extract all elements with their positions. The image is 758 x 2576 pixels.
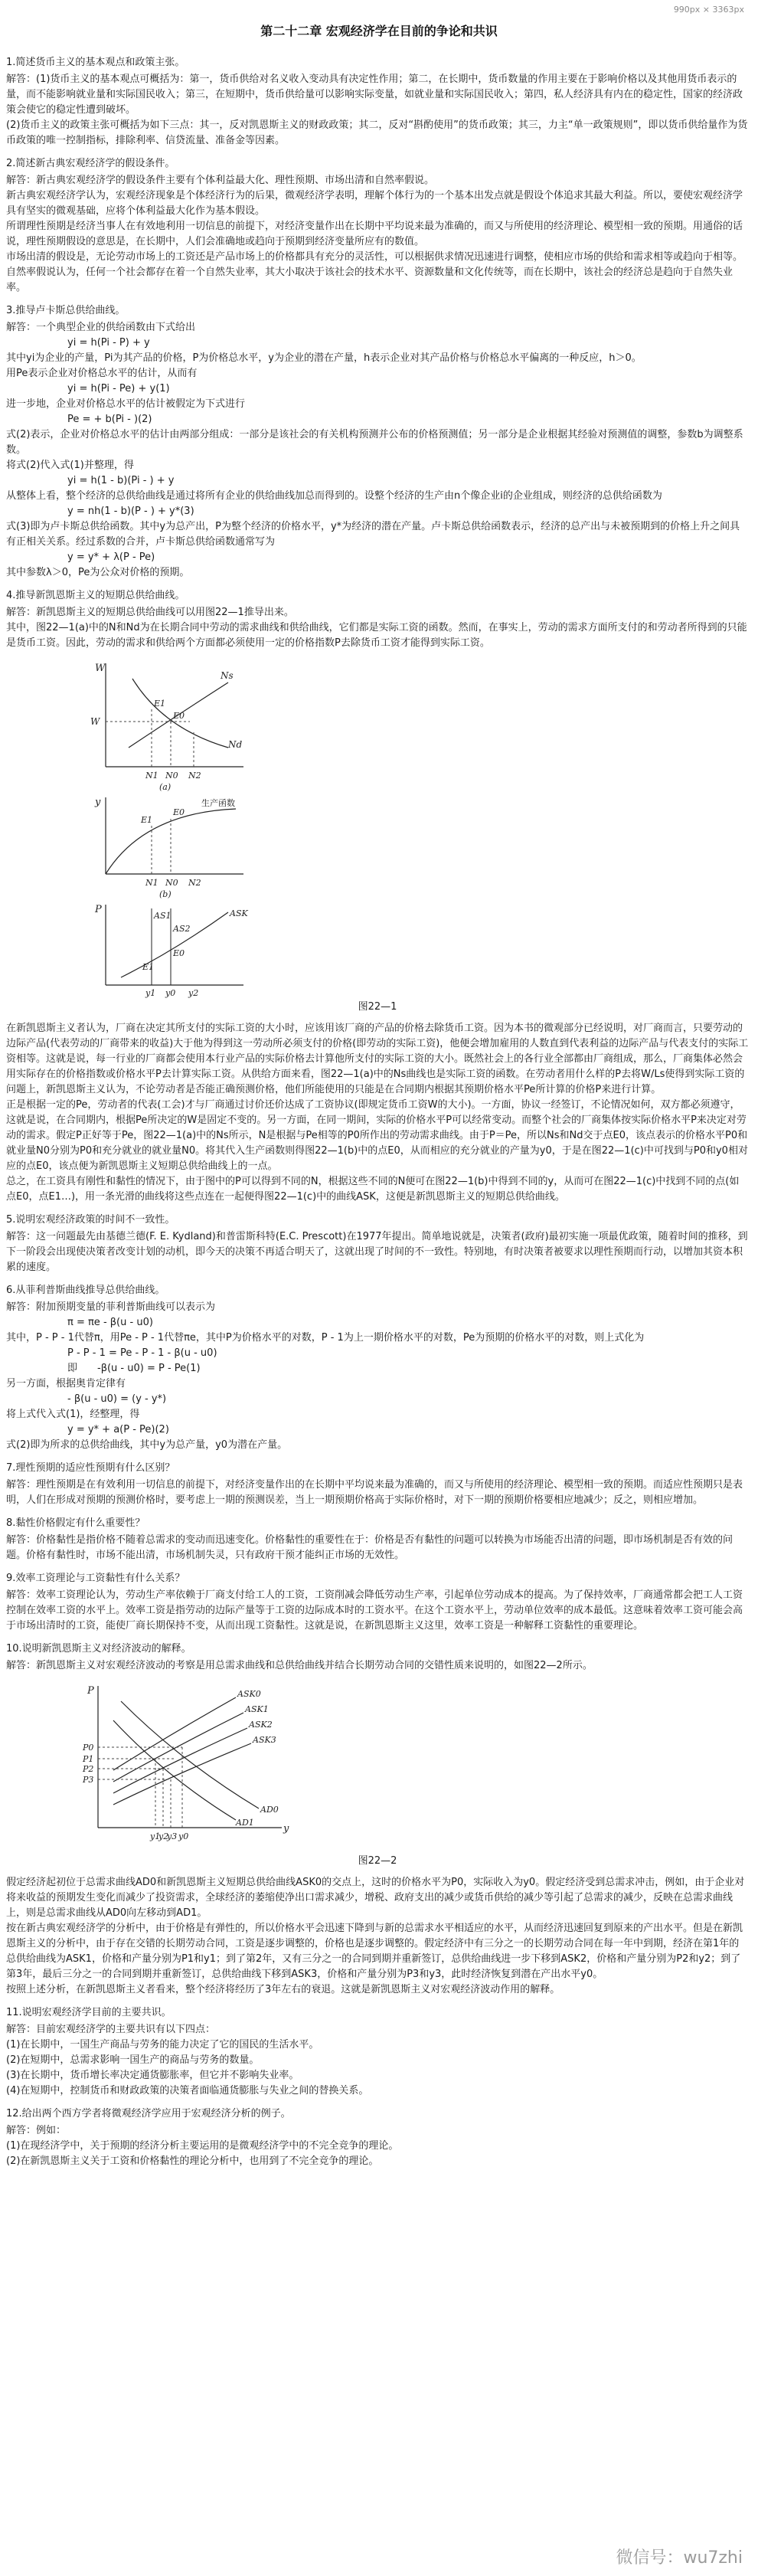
equation: y = y* + a(P - Pe)(2) [67,1424,169,1435]
paragraph: 市场出清的假设是，无论劳动市场上的工资还是产品市场上的价格都具有充分的灵活性，可以根据供求情况迅速进行调整，使相应市场的供给和需求相等或趋向于相等。 [6,251,743,263]
ask0-curve [113,1697,236,1770]
x-tick-y0: y0 [165,988,176,998]
paragraph: (2)在短期中，总需求影响一国生产的商品与劳务的数量。 [6,2054,260,2066]
curve-label-ask3: ASK3 [253,1735,276,1745]
curve-label-ask0: ASK0 [237,1689,261,1699]
paragraph: 按照上述分析，在新凯恩斯主义者看来，整个经济将经历了3年左右的衰退。这就是新凯恩斯主义对宏观经济波动作用的解释。 [6,1984,560,1995]
equation: yi = h(1 - b)(Pi - ) + y [67,475,175,486]
figure-22-2-svg [6,1678,749,1847]
paragraph: (2)在新凯恩斯主义关于工资和价格黏性的理论分析中，也用到了不完全竞争的理论。 [6,2155,379,2167]
paragraph: 解答：目前宏观经济学的主要共识有以下四点： [6,2024,216,2035]
panel-c [94,904,248,998]
curve-label-ask2: ASK2 [249,1720,273,1730]
paragraph: (1)在现经济学中，关于预期的经济分析主要运用的是微观经济学中的不完全竞争的理论。 [6,2140,399,2152]
curve-label-ask: ASK [230,908,248,918]
wage-label: W [90,716,100,727]
question-heading: 1.简述货币主义的基本观点和政策主张。 [6,57,185,68]
equation: 即 -β(u - u0) = P - Pe(1) [67,1363,201,1374]
question-heading: 4.推导新凯恩斯主义的短期总供给曲线。 [6,590,185,601]
question-heading: 5.说明宏观经济政策的时间不一致性。 [6,1214,175,1226]
paragraph: 解答：附加预期变量的菲利普斯曲线可以表示为 [6,1301,216,1313]
figure-caption: 图22—1 [358,1001,397,1013]
y-axis-label: W [95,663,106,674]
figure-22-1 [6,656,749,1015]
paragraph: 假定经济起初位于总需求曲线AD0和新凯恩斯主义短期总供给曲线ASK0的交点上，这时的价格水平为P0，实际收入为y0。假定经济受到总需求冲击，例如，由于企业对将来收益的预期发生变化而减少了投资需求，全球经济的萎缩使净出口需求减少，增税、政府支出的减少或货币供给的减少等引起了总需求的减少，反映在总需求曲线上，则是总需求曲线从AD0向左移动到AD1。 [6,1877,745,1919]
paragraph: 另一方面，根据奥肯定律有 [6,1378,126,1389]
paragraph: 解答：价格黏性是指价格不随着总需求的变动而迅速变化。价格黏性的重要性在于：价格是否有黏性的问题可以转换为市场能否出清的问题，即市场机制是否有效的问题。价格有黏性时，市场不能出清，市场机制失灵，只有政府干预才能纠正市场的无效性。 [6,1534,733,1561]
ask-curve [121,912,228,977]
x-tick-y2: y2 [188,988,199,998]
paragraph: 其中参数λ＞0，Pe为公众对价格的预期。 [6,567,190,578]
x-tick-n1: N1 [145,771,158,781]
paragraph: 解答：例如： [6,2125,67,2136]
figure-caption: 图22—2 [358,1855,397,1867]
tick-p3: P3 [83,1775,94,1785]
paragraph: 用Pe表示企业对价格总水平的估计，从而有 [6,368,198,379]
curve-label-as1: AS1 [154,911,172,921]
tick-y2: y2 [158,1831,169,1841]
y-axis-label: P [95,904,102,915]
paragraph: 正是根据一定的Pe，劳动者的代表(工会)才与厂商通过讨价还价达成了工资协议(即规定货币工资W的大小)。一方面，协议一经签订，不论情况如何，双方都必须遵守，这就是说，在合同期内，根据Pe所决定的W是固定不变的。另一方面，在同一期间，实际的价格水平P可以经常变动。而整个社会的厂商集体按实际价格水平P来决定对劳动的需求。假定P正好等于Pe，图22—1(a)中的Ns所示，N是根据与Pe相等的P0所作出的劳动需求曲线。由于P＝Pe，所以Ns和Nd交于点E0，该点表示的价格水平P0和就业量N0分别为P0和充分就业的就业量N0。将其代入生产函数则得图22—1(b)中的点E0，从而相应的充分就业的产量为y0，于是在图22—1(c)中可找到与P0和y0相对应的点E0，该点便为新凯恩斯主义短期总供给曲线上的一点。 [6,1099,748,1172]
tick-y3: y3 [167,1831,178,1841]
paragraph: (4)在短期中，控制货币和财政政策的决策者面临通货膨胀与失业之间的替换关系。 [6,2085,369,2096]
question-heading: 10.说明新凯恩斯主义对经济波动的解释。 [6,1643,191,1655]
question-heading: 7.理性预期的适应性预期有什么区别？ [6,1462,175,1474]
question-heading: 6.从菲利普斯曲线推导总供给曲线。 [6,1285,165,1296]
paragraph: 按在新古典宏观经济学的分析中，由于价格是有弹性的，所以价格水平会迅速下降到与新的总需求水平相适应的水平，从而经济迅速回复到原来的产出水平。但是在新凯恩斯主义的分析中，由于存在交错的长期劳动合同，工资是逐步调整的，价格也是逐步调整的。假定经济中有三分之一的长期劳动合同在每一年中到期，经济在第1年的总供给曲线为ASK1，价格和产量分别为P1和y1；到了第2年，又有三分之一的合同到期并重新签订，总供给曲线进一步下移到ASK2，价格和产量分别为P2和y2；到了第3年，最后三分之一的合同到期并重新签订，总供给曲线下移到ASK3，价格和产量分别为P3和y3，此时经济恢复到潜在产出水平y0。 [6,1923,743,1980]
point-e0: E0 [173,948,185,958]
panel-b [94,797,243,899]
paragraph: 新古典宏观经济学认为，宏观经济现象是个体经济行为的后果，微观经济学表明，理解个体行为的一个基本出发点就是假设个体追求其最大利益。所以，要使宏观经济学具有坚实的微观基础，应将个体利益最大化作为基本假设。 [6,190,743,217]
equation: Pe = + b(Pi - )(2) [67,414,152,425]
question-heading: 9.效率工资理论与工资黏性有什么关系？ [6,1573,185,1584]
question-heading: 2.简述新古典宏观经济学的假设条件。 [6,158,175,169]
x-tick-n0: N0 [165,771,178,781]
curve-label-ask1: ASK1 [245,1704,269,1714]
paragraph: 进一步地，企业对价格总水平的估计被假定为下式进行 [6,398,246,410]
paragraph: 解答：一个典型企业的供给函数由下式给出 [6,322,196,333]
x-tick-y1: y1 [145,988,156,998]
question-heading: 12.给出两个西方学者将微观经济学应用于宏观经济分析的例子。 [6,2108,291,2119]
paragraph: (3)在长期中，货币增长率决定通货膨胀率，但它并不影响失业率。 [6,2070,299,2081]
paragraph: 解答：效率工资理论认为，劳动生产率依赖于厂商支付给工人的工资，工资削减会降低劳动生产率，引起单位劳动成本的提高。为了保持效率，厂商通常都会把工人工资控制在效率工资的水平上。效率工资是指劳动的边际产量等于工资的边际成本时的工资水平。在这个工资水平上，劳动单位效率的成本最低。这意味着效率工资可能会高于市场出清时的工资，能使厂商长期保持不变，从而出现工资黏性。这就是说，在新凯恩斯主义这里，效率工资是一种解释工资黏性的重要理论。 [6,1589,743,1632]
panel-label-a: (a) [159,782,172,792]
question-heading: 11.说明宏观经济学目前的主要共识。 [6,2007,172,2018]
equation: π = πe - β(u - u0) [67,1317,153,1328]
y-axis-label: y [95,797,101,808]
point-e1: E1 [141,815,153,825]
point-e1: E1 [142,962,155,972]
equation: y = y* + λ(P - Pe) [67,552,155,563]
paragraph: 解答：理性预期是在有效利用一切信息的前提下，对经济变量作出的在长期中平均说来最为准确的，而又与所使用的经济理论、模型相一致的预期。而适应性预期只是表明，人们在形成对预期的预测价格时，要考虑上一期的预测误差，当上一期预期价格高于实际价格时，对下一期的预期价格要相应地减少；反之，则相应增加。 [6,1479,743,1506]
ad1-curve [113,1720,236,1820]
paragraph: 解答：新凯恩斯主义对宏观经济波动的考察是用总需求曲线和总供给曲线并结合长期劳动合同的交错性质来说明的，如图22—2所示。 [6,1660,593,1671]
paragraph: (1)在长期中，一国生产商品与劳务的能力决定了它的国民的生活水平。 [6,2039,319,2051]
x-tick-n2: N2 [188,878,201,888]
equation: yi = h(Pi - P) + y [67,337,150,349]
paragraph: 式(2)表示，企业对价格总水平的估计由两部分组成：一部分是该社会的有关机构预测并公布的价格预测值；另一部分是企业根据其经验对预测值的调整，参数b为调整系数。 [6,429,743,456]
question-heading: 8.黏性价格假定有什么重要性？ [6,1517,145,1529]
paragraph: 式(3)即为卢卡斯总供给函数。其中y为总产出，P为整个经济的价格水平，y*为经济的潜在产量。卢卡斯总供给函数表示，经济的总产出与未被预期到的价格上升之间具有正相关关系。经过系数的合并，卢卡斯总供给函数通常写为 [6,521,740,548]
paragraph: 将式(2)代入式(1)并整理，得 [6,460,134,471]
x-axis-label: y [283,1823,289,1835]
ask2-curve [113,1728,247,1793]
paragraph: 在新凯恩斯主义者认为，厂商在决定其所支付的实际工资的大小时，应该用该厂商的产品的价格去除货币工资。因为本书的微观部分已经说明，对厂商而言，只要劳动的边际产品(代表劳动的厂商带来的收益)大于他为得到这一劳动所必须支付的价格(即劳动的实际工资)，他便会增加雇用的人数直到代表利益的边际产品与代表支付的实际工资相等。这就是说，每一行业的厂商都会使用本行业产品的实际价格去计算他所支付的实际工资的大小。既然社会上的各行业全部都由厂商组成，那么，厂商集体必然会用实际存在的价格指数或价格水平P去计算实际工资。从供给方面来看，图22—1(a)中的Ns曲线也是实际工资的函数。在劳动者用什么样的P去将W/Ls使得到实际工资的问题上，新凯恩斯主义认为，不论劳动者是否能正确预测价格，他们所能使用的只能是在合同期内根据其预期价格水平Pe所计算的价格P来进行计算。 [6,1023,749,1095]
equation: - β(u - u0) = (y - y*) [67,1393,167,1405]
paragraph: 解答：新凯恩斯主义的短期总供给曲线可以用图22—1推导出来。 [6,607,294,618]
point-e0: E0 [173,807,185,817]
tick-p1: P1 [83,1754,94,1764]
curve-label-production: 生产函数 [201,798,235,808]
equation: P - P - 1 = Pe - P - 1 - β(u - u0) [67,1347,217,1359]
x-tick-n0: N0 [165,878,178,888]
curve-label-ad0: AD0 [260,1805,279,1815]
production-function-curve [106,809,236,874]
paragraph: (2)货币主义的政策主张可概括为如下三点：其一，反对凯恩斯主义的财政政策；其二，反对“斟酌使用”的货币政策；其三，力主“单一政策规则”，即以货币供给量作为货币政策的唯一控制指标，排除利率、信贷流量、准备金等因素。 [6,119,748,146]
tick-p2: P2 [83,1764,94,1774]
tick-y1: y1 [150,1831,161,1841]
y-axis-label: P [87,1685,94,1697]
wechat-watermark: 微信号：wu7zhi [616,2548,743,2568]
point-e1: E1 [154,699,166,709]
paragraph: 其中，图22—1(a)中的N和Nd为在长期合同中劳动的需求曲线和供给曲线，它们都是实际工资的函数。然而，在事实上，劳动的需求方面所支付的和劳动者所得到的只能是货币工资。因此，劳动的需求和供给两个方面都必须使用一定的价格指数P去除货币工资才能得到实际工资。 [6,622,747,649]
paragraph: 自然率假说认为，任何一个社会都存在着一个自然失业率，其大小取决于该社会的技术水平、资源数量和文化传统等，而在长期中，该社会的经济总是趋向于自然失业率。 [6,267,733,293]
paragraph: 将上式代入式(1)，经整理，得 [6,1409,140,1420]
equation: yi = h(Pi - Pe) + y(1) [67,383,170,394]
paragraph: 其中yi为企业的产量，Pi为其产品的价格，P为价格总水平，y为企业的潜在产量，h表示企业对其产品价格与价格总水平偏离的一种反应，h＞0。 [6,352,642,364]
image-size-label: 990px × 3363px [673,5,744,15]
document-body [6,47,749,2169]
page-title: 第二十二章 宏观经济学在目前的争论和共识 [260,24,498,38]
curve-label-ad1: AD1 [236,1818,254,1828]
panel-label-b: (b) [159,889,172,899]
question-heading: 3.推导卢卡斯总供给曲线。 [6,305,126,316]
paragraph: 解答：(1)货币主义的基本观点可概括为：第一，货币供给对名义收入变动具有决定性作用；第二，在长期中，货币数量的作用主要在于影响价格以及其他用货币表示的量，而不能影响就业量和实际国民收入；第三，在短期中，货币供给量可以影响实际变量，如就业量和实际国民收入；第四，私人经济具有内在的稳定性，国家的经济政策会使它的稳定性遭到破坏。 [6,74,743,116]
paragraph: 其中，P - P - 1代替π，用Pe - P - 1代替πe，其中P为价格水平的对数，P - 1为上一期价格水平的对数，Pe为预期的价格水平的对数，则上式化为 [6,1332,645,1344]
equation: y = nh(1 - b)(P - ) + y*(3) [67,506,194,517]
paragraph: 式(2)即为所求的总供给曲线，其中y为总产量，y0为潜在产量。 [6,1439,288,1451]
tick-p0: P0 [83,1743,94,1753]
figure-22-1-svg [6,656,749,998]
panel-a [90,663,243,792]
x-tick-n2: N2 [188,771,201,781]
paragraph: 从整体上看，整个经济的总供给曲线是通过将所有企业的供给曲线加总而得到的。设整个经济的生产由n个像企业i的企业组成，则经济的总供给函数为 [6,490,662,502]
point-e0: E0 [173,711,185,721]
figure-22-2 [6,1678,749,1869]
curve-label-nd: Nd [228,739,243,750]
paragraph: 所谓理性预期是经济当事人在有效地利用一切信息的前提下，对经济变量作出在长期中平均说来最为准确的，而又与所使用的经济理论、模型相一致的预期。用通俗的话说，理性预期假设的意思是，在长期中，人们会准确地或趋向于预期到经济变量所应有的数值。 [6,221,743,247]
tick-y0: y0 [178,1831,189,1841]
curve-label-as2: AS2 [173,924,191,934]
x-tick-n1: N1 [145,878,158,888]
curve-label-ns: Ns [221,670,234,681]
paragraph: 解答：新古典宏观经济学的假设条件主要有个体利益最大化、理性预期、市场出清和自然率假说。 [6,175,435,186]
paragraph: 解答：这一问题最先由基德兰德(F. E. Kydland)和普雷斯科特(E.C. Prescott)在1977年提出。简单地说就是，决策者(政府)最初实施一项最优政策，随着时间的推移，到下一阶段会出现使决策者改变计划的动机，即今天的决策不再适合明天了，这就出现了时间的不一致性。特别地，有时决策者被要求以理性预期而行动，以增加其资本积累的速度。 [6,1231,748,1273]
paragraph: 总之，在工资具有刚性和黏性的情况下，由于图中的P可以得到不同的N，根据这些不同的N便可在图22—1(b)中得到不同的y，从而可在图22—1(c)中找到不同的点(如点E0，点E1…)，用一条光滑的曲线将这些点连在一起便得图22—1(c)中的曲线ASK，这便是新凯恩斯主义的短期总供给曲线。 [6,1176,740,1203]
